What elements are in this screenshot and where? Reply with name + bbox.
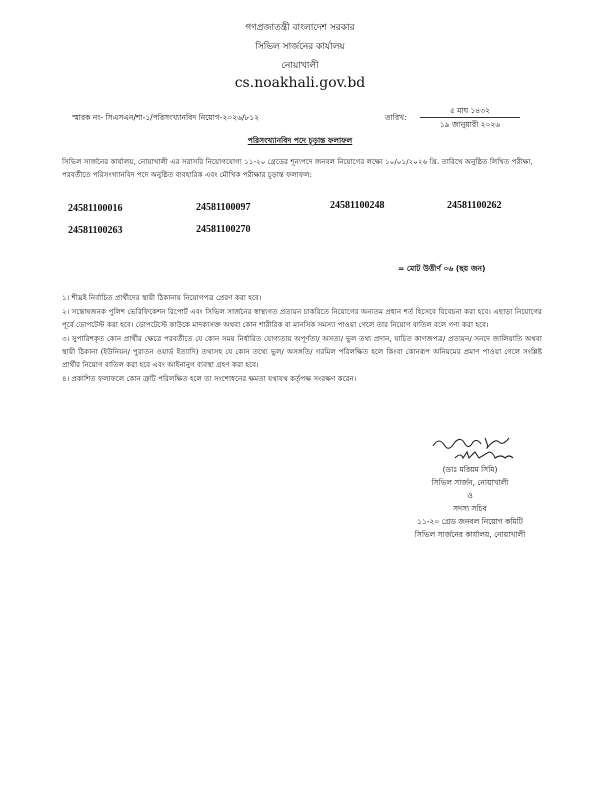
govt-name: গণপ্রজাতন্ত্রী বাংলাদেশ সরকার <box>245 23 355 33</box>
roll-number: 24581100270 <box>196 224 251 235</box>
note-item: ৩। সুপারিশকৃত কোন প্রার্থীর ক্ষেত্রে পরবর্তীতে যে কোন সময় নির্ধারিত যোগ্যতায় অপূর্ণতা/ অসত্য/ ভুল তথ্য প্রদান, যাচিত কাগজপত্র/ প্রত্যয়ন/ সনদে জালিয়াতি অথবা স্থায়ী ঠিকানা (ইউনিয়ন/ পুরাতন ওয়ার্ড ইত্যাদি) তথ্যসহ যে কোন তথ্যে ভুল/ অসঙ্গতি/ গরমিল পরিলক্ষিত হলে কিংবা কোনরূপ অনিয়মের প্রমাণ পাওয়া গেলে সংশ্লিষ্ট প্রার্থীর নিয়োগ বাতিল করা হবে এবং আইনানুগ ব্যবস্থা গ্রহণ করা হবে। <box>62 334 542 369</box>
district-name: নোয়াখালী <box>281 61 319 71</box>
date-label: তারিখ: <box>385 113 407 122</box>
signatory-designation: সিভিল সার্জন, নোয়াখালী <box>431 478 509 487</box>
signatory-role: সদস্য সচিব <box>453 504 487 513</box>
website: cs.noakhali.gov.bd <box>234 75 366 91</box>
note-item: ১। শীঘ্রই নির্বাচিত প্রার্থীদের স্থায়ী ঠিকানায় নিয়োগপত্র প্রেরণ করা হবে। <box>62 293 262 302</box>
note-item: ৪। প্রকাশিত ফলাফলে কোন ত্রুটি পরিলক্ষিত হলে তা সংশোধনের ক্ষমতা যথাযথ কর্তৃপক্ষ সংরক্ষণ করেন। <box>62 374 357 383</box>
notes-list <box>62 291 542 386</box>
document-title <box>0 134 600 147</box>
signature-scribble-icon <box>425 432 545 464</box>
signatory-block <box>380 463 560 541</box>
signatory-conjunction: ও <box>467 491 473 500</box>
office-name: সিভিল সার্জনের কার্যালয় <box>255 42 345 52</box>
roll-number: 24581100016 <box>68 203 123 214</box>
roll-number: 24581100248 <box>330 200 385 211</box>
signatory-office: সিভিল সার্জনের কার্যালয়, নোয়াখালী <box>414 530 526 539</box>
roll-number: 24581100097 <box>196 202 251 213</box>
note-item: ২। সন্তোষজনক পুলিশ ভেরিফিকেশন রিপোর্ট এবং সিভিল সার্জনের স্বাস্থ্যগত প্রত্যয়ন চাকরিতে নিয়োগের অন্যতম প্রধান শর্ত হিসেবে বিবেচনা করা হবে। এছাড়া নিয়োগের পূর্বে ডোপটেস্ট করা হবে। ডোপটেস্টে কাউকে মাদকাসক্ত অথবা কোন শারীরিক বা মানসিক সমস্যা পাওয়া গেলে তার নিয়োগ বাতিল বলে গণ্য করা হবে। <box>62 307 542 329</box>
roll-number: 24581100262 <box>447 200 502 211</box>
memo-number: স্মারক নং- সিএসএন/শা-১/পরিসংখ্যানবিদ নিয়োগ-২০২৬/৮১২ <box>72 113 260 122</box>
signatory-committee: ১১-২০ গ্রেড জনবল নিয়োগ কমিটি <box>417 517 523 526</box>
handwritten-signature <box>425 432 545 464</box>
intro-paragraph: সিভিল সার্জনের কার্যালয়, নোয়াখালী এর সরাসরি নিয়োগযোগ্য ১১-২০ গ্রেডের শূন্যপদে জনবল নিয়োগের লক্ষ্যে ১০/০১/২০২৬ খ্রি. তারিখে অনুষ্ঠিত লিখিত পরীক্ষা, পরবর্তীতে পরিসংখ্যানবিদ পদে অনুষ্ঠিত ব্যবহারিক এবং মৌখিক পরীক্ষার চূড়ান্ত ফলাফল: <box>62 157 533 179</box>
title-text: পরিসংখ্যানবিদ পদে চূড়ান্ত ফলাফল <box>247 136 353 145</box>
roll-number: 24581100263 <box>68 225 123 236</box>
signatory-name: (ডাঃ মরিয়ম সিমি) <box>442 465 498 474</box>
total-passed: = মোট উত্তীর্ণ ০৬ (ছয় জন) <box>398 264 486 273</box>
date-english: ১৯ জানুয়ারী ২০২৬ <box>439 120 501 129</box>
date-bangla: ৫ মাঘ ১৪৩২ <box>420 104 520 118</box>
